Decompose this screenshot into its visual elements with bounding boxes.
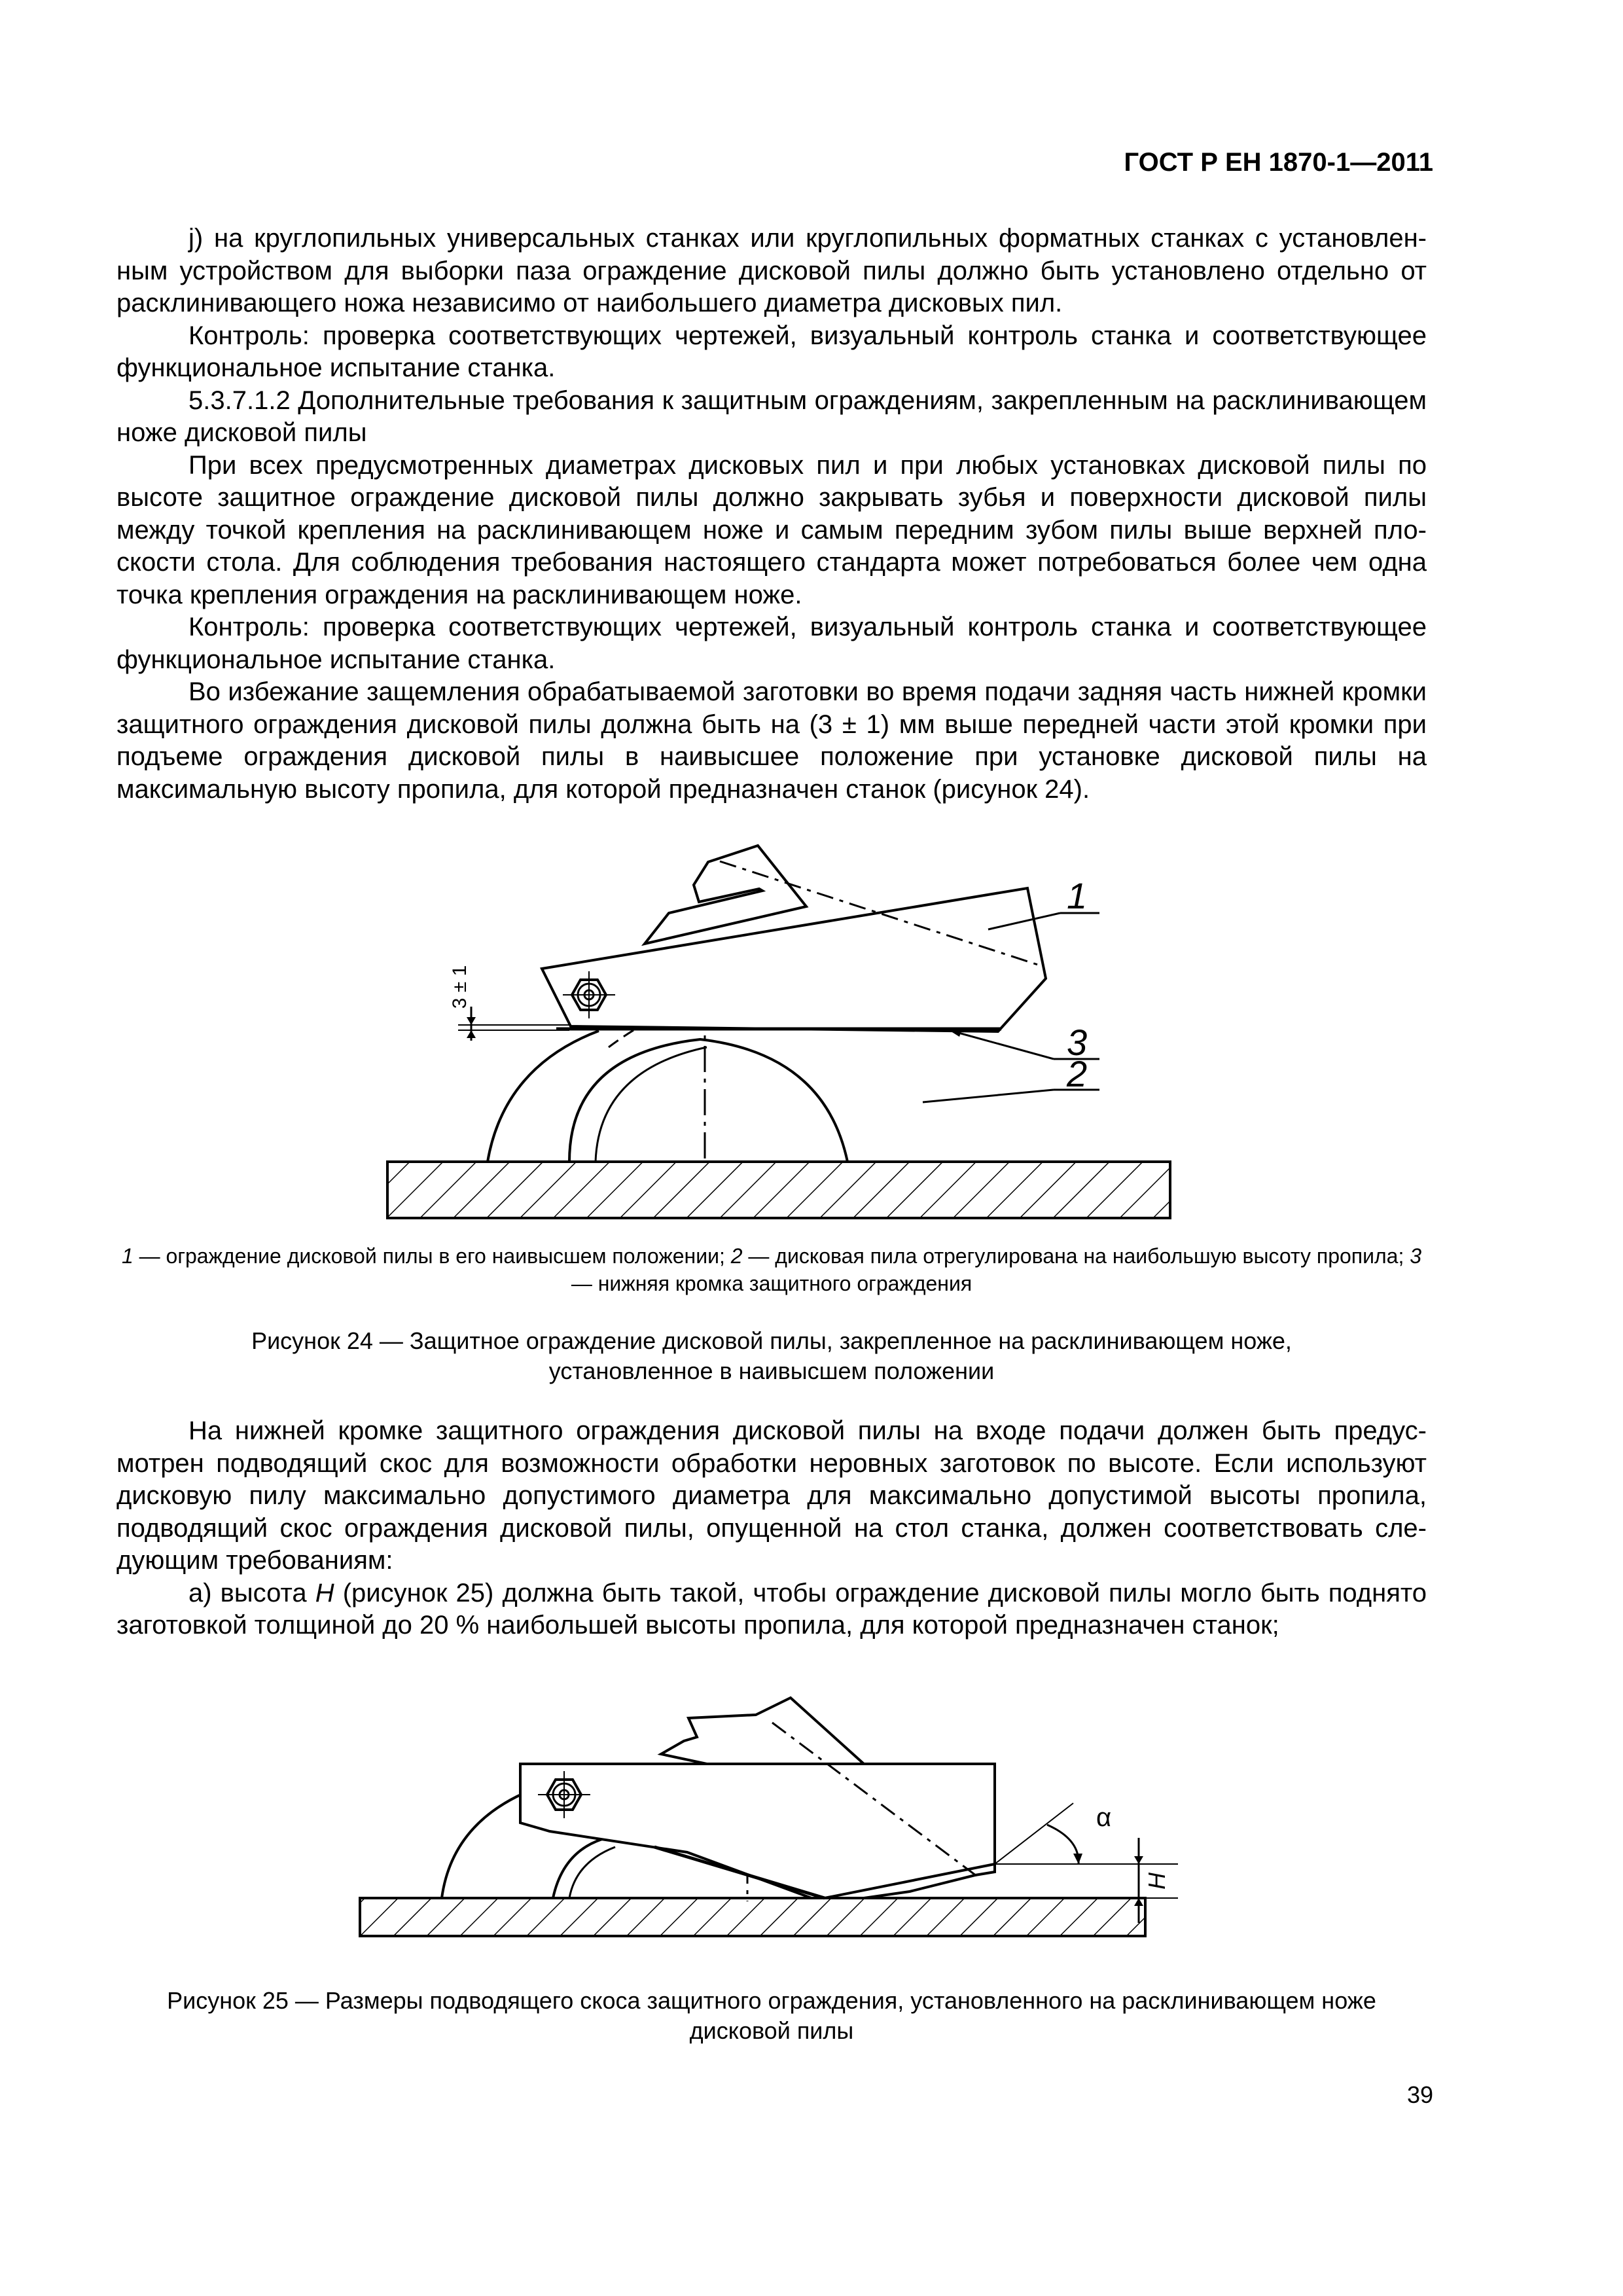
paragraph: j) на круглопильных универсальных станках или круглопильных форматных станках с установленным устройством для выборки паза ограждение дисковой пилы должно быть установлено отдельно от расклинивающего ножа независимо от наибольшего диаметра дисковых пил. — [116, 224, 1427, 317]
paragraph: 5.3.7.1.2 Дополнительные требования к защитным ограждениям, закрепленным на расклинивающем ноже дисковой пилы — [116, 386, 1427, 447]
callout-1: 1 — [1067, 875, 1088, 916]
paragraph-requirement-a — [116, 1577, 1427, 1642]
figure-24-drawing — [373, 831, 1185, 1237]
figure-25-drawing — [353, 1676, 1204, 1957]
legend-text: — нижняя кромка защитного ограждения — [571, 1272, 972, 1295]
figure-25-caption — [116, 1986, 1427, 2046]
legend-number: 2 — [730, 1244, 743, 1268]
caption-line: дисковой пилы — [689, 2017, 854, 2044]
legend-number: 1 — [121, 1244, 134, 1268]
text-run: (рисунок 25) должна быть такой, чтобы ограждение дисковой пилы могло быть поднято заготовкой толщиной до 20 % наибольшей высоты пропила, для которой предназначен станок; — [116, 1578, 1427, 1640]
leader-3 — [949, 1030, 1054, 1059]
figure-24-caption — [116, 1326, 1427, 1386]
dimension-label: 3 ± 1 — [449, 965, 471, 1009]
callout-3: 3 — [1067, 1022, 1088, 1063]
saw-blade-arc — [553, 1839, 602, 1898]
leader-2 — [923, 1090, 1054, 1102]
paragraph: Контроль: проверка соответствующих чертежей, визуальный контроль станка и соответствующее функциональное испытание станка. — [116, 321, 1427, 382]
height-symbol: H — [315, 1578, 334, 1607]
table-section — [387, 1162, 1170, 1218]
angle-label: α — [1096, 1803, 1112, 1832]
paragraph: При всех предусмотренных диаметрах дисковых пил и при любых установках дисковой пилы по высоте защитное ограждение дисковой пилы должно закрывать зубья и поверхности дисковой пилы между точкой крепления на расклинивающем ноже и самым передним зубом пилы выше верхней плоскости стола. Для соблюдения требования настоящего стандарта может потребоваться более чем одна точка крепления ограждения на расклинивающем ноже. — [116, 450, 1427, 609]
text-block-top — [116, 223, 1427, 806]
table-section — [360, 1898, 1145, 1936]
legend-text: — дисковая пила отрегулирована на наибольшую высоту пропила; — [742, 1244, 1410, 1268]
saw-blade-arc — [569, 1039, 847, 1162]
height-label: H — [1143, 1873, 1170, 1890]
callout-2: 2 — [1067, 1053, 1088, 1094]
paragraph: На нижней кромке защитного ограждения дисковой пилы на входе подачи должен быть предусмотрен подводящий скос для возможности обработки неровных заготовок по высоте. Если используют дисковую пилу максимально допустимого диаметра для максимально допустимой высоты пропила, подводящий скос ограждения дисковой пилы, опущенной на стол станка, должен соответствовать следующим требованиям: — [116, 1416, 1427, 1575]
figure-24-legend — [116, 1242, 1427, 1297]
saw-blade-outer-arc — [442, 1793, 524, 1898]
legend-number: 3 — [1410, 1244, 1422, 1268]
saw-blade-outer-arc — [488, 1031, 599, 1162]
caption-line: Рисунок 24 — Защитное ограждение дисковой пилы, закрепленное на расклинивающем ноже, — [251, 1327, 1292, 1354]
page-number: 39 — [1406, 2081, 1433, 2108]
standard-header: ГОСТ Р ЕН 1870-1—2011 — [1124, 148, 1433, 177]
riving-knife — [661, 1698, 864, 1764]
text-run: а) высота — [188, 1578, 315, 1607]
paragraph: Контроль: проверка соответствующих чертежей, визуальный контроль станка и соответствующее функциональное испытание станка. — [116, 613, 1427, 674]
paragraph: Во избежание защемления обрабатываемой заготовки во время подачи задняя часть нижней кромки защитного ограждения дисковой пилы должна быть на (3 ± 1) мм выше передней части этой кромки при подъеме ограждения дисковой пилы в наивысшее положение при установке дисковой пилы на максимальную высоту пропила, для которой предназначен станок (рисунок 24). — [116, 677, 1427, 804]
caption-line: установленное в наивысшем положении — [548, 1357, 995, 1384]
text-block-bottom — [116, 1415, 1427, 1642]
saw-blade-inner-arc — [596, 1047, 707, 1162]
caption-line: Рисунок 25 — Размеры подводящего скоса защитного ограждения, установленного на расклинивающем ноже — [167, 1987, 1376, 2014]
angle-arc — [1047, 1825, 1079, 1864]
legend-text: — ограждение дисковой пилы в его наивысшем положении; — [133, 1244, 731, 1268]
